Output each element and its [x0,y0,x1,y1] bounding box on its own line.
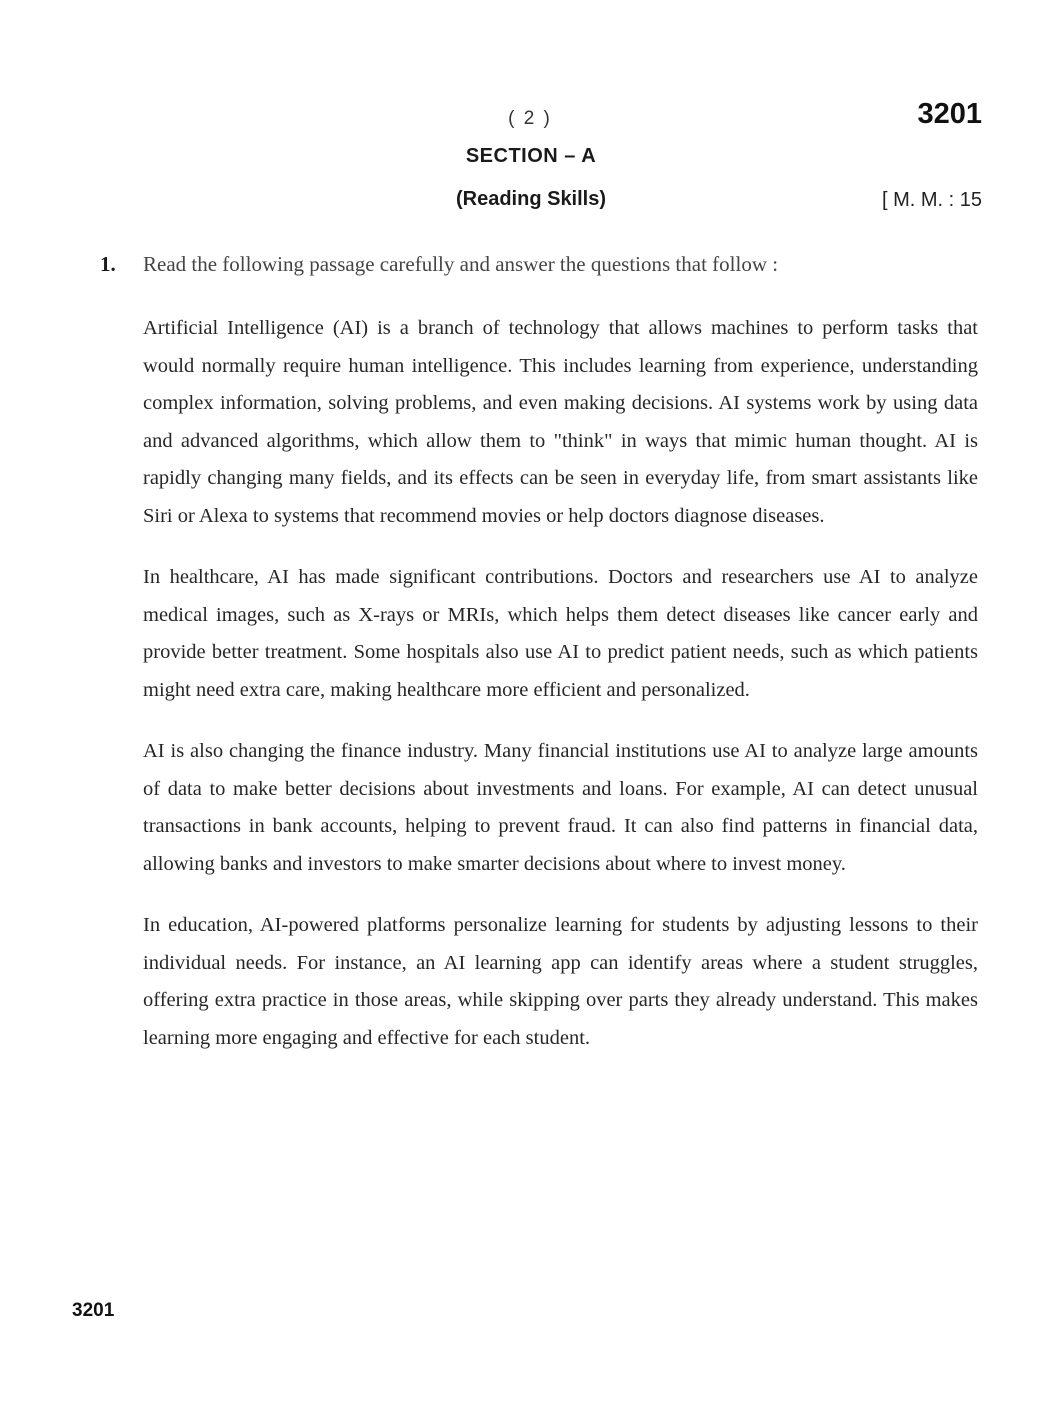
question-instruction: Read the following passage carefully and answer the questions that follow : [143,252,779,276]
passage-paragraph-4: In education, AI-powered platforms personalize learning for students by adjusting lessons to their individual needs. For instance, an AI learning app can identify areas where a student struggles, offering extra practice in those areas, while skipping over parts they already understand. This makes learning more engaging and effective for each student. [143,914,978,1049]
section-subtitle: (Reading Skills) [455,188,607,210]
section-title: SECTION – A [465,145,597,167]
passage-paragraph-2: In healthcare, AI has made significant contributions. Doctors and researchers use AI to analyze medical images, such as X-rays or MRIs, which helps them detect diseases like cancer early and provide better treatment. Some hospitals also use AI to predict patient needs, such as which patients might need extra care, making healthcare more efficient and personalized. [143,566,978,701]
page-number: ( 2 ) [508,108,552,129]
question-number: 1. [100,252,116,276]
passage [143,310,978,1081]
passage-paragraph-1: Artificial Intelligence (AI) is a branch of technology that allows machines to perform tasks that would normally require human intelligence. This includes learning from experience, understanding complex information, solving problems, and even making decisions. AI systems work by using data and advanced algorithms, which allow them to "think" in ways that mimic human thought. AI is rapidly changing many fields, and its effects can be seen in everyday life, from smart assistants like Siri or Alexa to systems that recommend movies or help doctors diagnose diseases. [143,317,978,527]
max-marks: [ M. M. : 15 [881,189,982,211]
paper-code-top: 3201 [917,98,982,130]
passage-paragraph-3: AI is also changing the finance industry. Many financial institutions use AI to analyze large amounts of data to make better decisions about investments and loans. For example, AI can detect unusual transactions in bank accounts, helping to prevent fraud. It can also find patterns in financial data, allowing banks and investors to make smarter decisions about where to invest money. [143,740,978,875]
paper-code-bottom: 3201 [72,1300,115,1321]
